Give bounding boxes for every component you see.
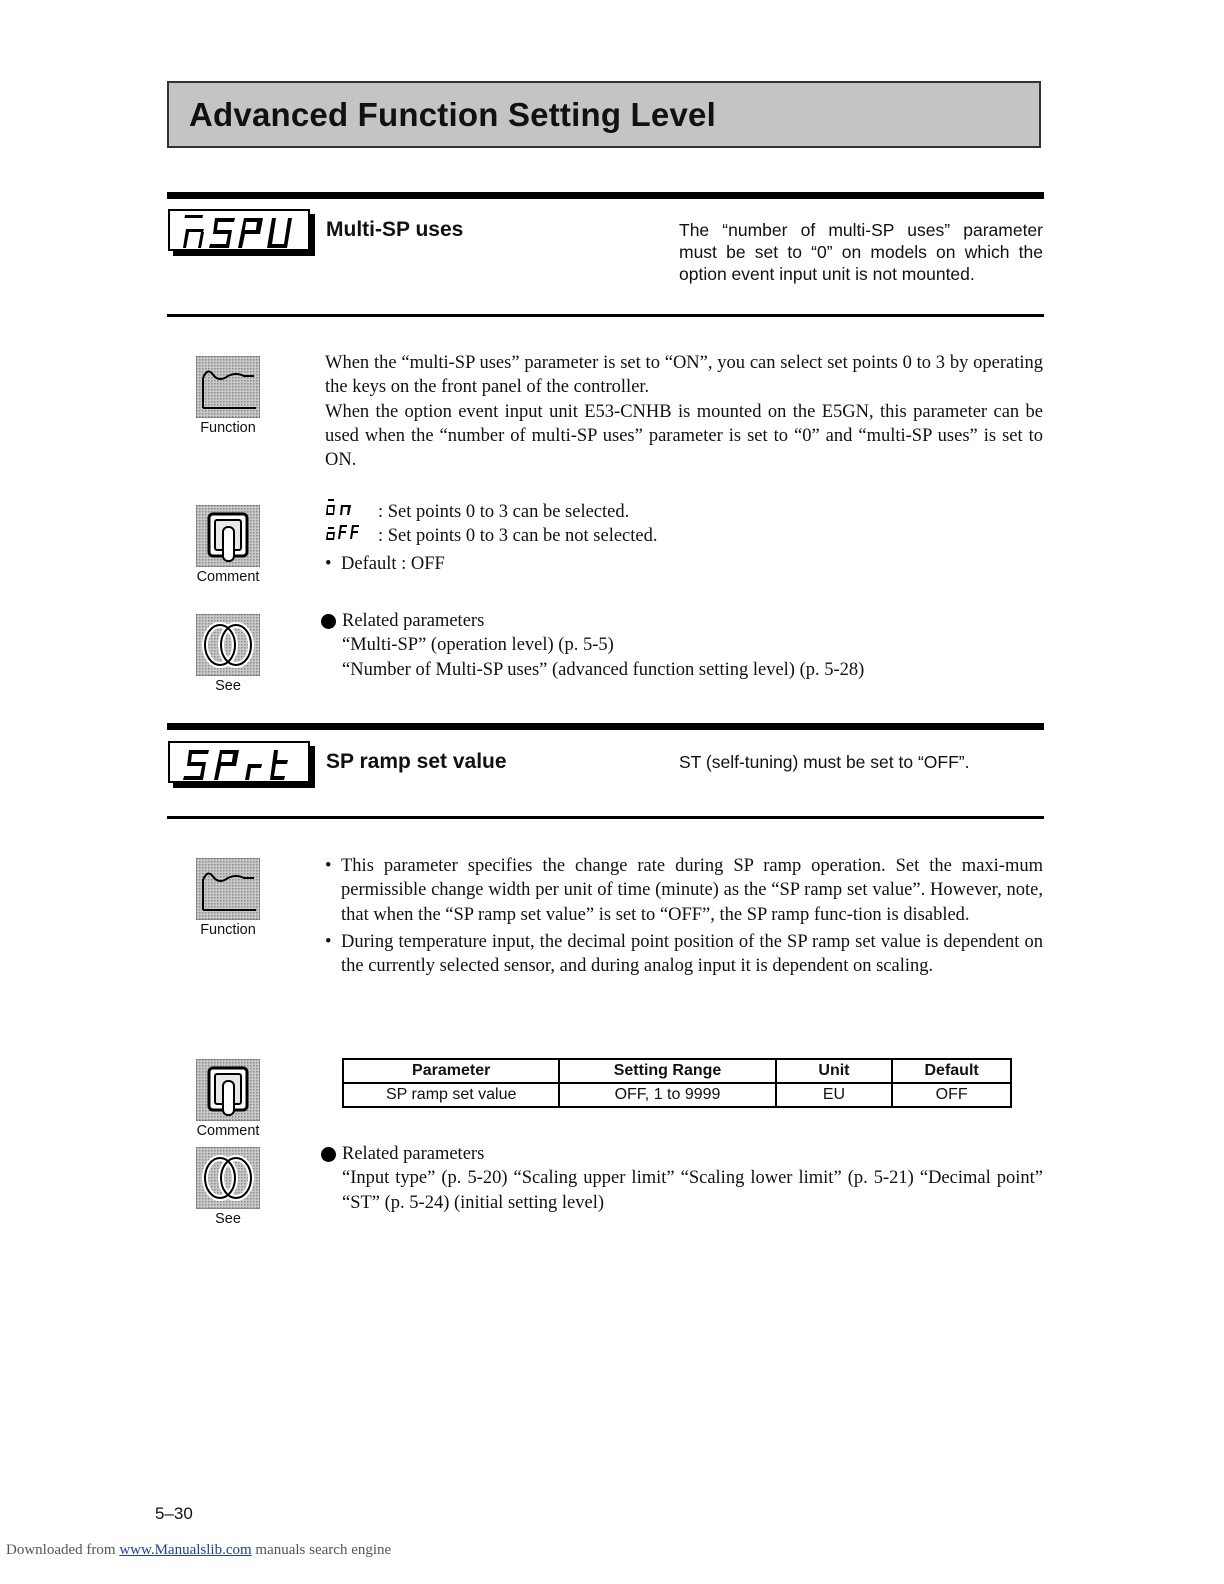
table-cell: OFF, 1 to 9999 xyxy=(559,1083,775,1107)
table-header-cell: Setting Range xyxy=(559,1059,775,1083)
display-code-box xyxy=(168,741,310,783)
related-heading: Related parameters xyxy=(321,609,1043,633)
related-params-multi-sp xyxy=(321,609,1043,682)
related-line: “Number of Multi-SP uses” (advanced function setting level) (p. 5-28) xyxy=(342,659,865,680)
section-title-multi-sp: Multi-SP uses xyxy=(326,218,464,241)
section-note-multi-sp: The “number of multi-SP uses” parameter must be set to “0” on models on which the option event input unit is not mounted. xyxy=(679,220,1043,284)
function-bullet: • During temperature input, the decimal point position of the SP ramp set value is dependent on the currently selected sensor, and during analog input it is dependent on scaling. xyxy=(325,930,1043,979)
setting-range-table xyxy=(342,1058,1012,1108)
function-bullets xyxy=(325,854,1043,978)
section-top-rule xyxy=(167,192,1044,199)
seven-segment-off-code xyxy=(325,523,365,541)
table-row xyxy=(343,1083,1011,1107)
section-bottom-rule xyxy=(167,816,1044,819)
function-label: Function xyxy=(200,922,256,938)
table-cell: SP ramp set value xyxy=(343,1083,559,1107)
level-header xyxy=(167,81,1041,148)
function-text-sp-ramp xyxy=(325,854,1043,978)
see-rings-icon xyxy=(196,1147,260,1209)
function-bullet: • This parameter specifies the change rate during SP ramp operation. Set the maxi-mum permissible change width per unit of time (minute) as the “SP ramp set value”. However, note, that when the “SP ramp set value” is set to “OFF”, the SP ramp func-tion is disabled. xyxy=(325,854,1043,927)
bullet-dot-icon xyxy=(321,1147,336,1162)
setting-on-text: : Set points 0 to 3 can be selected. xyxy=(378,501,630,522)
see-label: See xyxy=(215,1211,241,1227)
table-cell: EU xyxy=(776,1083,893,1107)
function-icon-block xyxy=(173,858,283,938)
display-code-box xyxy=(168,209,310,251)
function-paragraph: When the option event input unit E53-CNHB is mounted on the E5GN, this parameter can be used when the “number of multi-SP uses” parameter is set to “0” and “multi-SP uses” is set to ON. xyxy=(325,401,1043,471)
table-header-cell: Parameter xyxy=(343,1059,559,1083)
function-graph-icon xyxy=(196,356,260,418)
function-paragraph: When the “multi-SP uses” parameter is set to “ON”, you can select set points 0 to 3 by operating the keys on the front panel of the controller. xyxy=(325,353,1043,398)
see-rings-icon xyxy=(196,614,260,676)
comment-icon-block xyxy=(173,1059,283,1139)
section-note-sp-ramp: ST (self-tuning) must be set to “OFF”. xyxy=(679,752,970,772)
default-list xyxy=(325,552,925,576)
download-footer: Downloaded from www.Manualslib.com manuals search engine xyxy=(6,1542,392,1558)
comment-label: Comment xyxy=(196,569,260,585)
function-text-multi-sp xyxy=(325,351,1043,472)
function-icon-block xyxy=(173,356,283,436)
see-icon-block xyxy=(173,614,283,694)
section-bottom-rule xyxy=(167,314,1044,317)
table-cell: OFF xyxy=(892,1083,1011,1107)
comment-text-multi-sp xyxy=(325,500,925,576)
comment-icon-block xyxy=(173,505,283,585)
see-icon-block xyxy=(173,1147,283,1227)
default-value: • Default : OFF xyxy=(325,552,925,576)
see-label: See xyxy=(215,678,241,694)
setting-off-text: : Set points 0 to 3 can be not selected. xyxy=(378,525,658,546)
comment-hand-icon xyxy=(196,505,260,567)
setting-row-off xyxy=(325,524,925,548)
section-top-rule xyxy=(167,723,1044,730)
page-number: 5–30 xyxy=(155,1504,193,1523)
related-params-sp-ramp xyxy=(321,1142,1043,1215)
seven-segment-nspu-display xyxy=(182,215,300,249)
setting-row-on xyxy=(325,500,925,524)
seven-segment-on-code xyxy=(325,499,355,517)
table-header-row xyxy=(343,1059,1011,1083)
related-text: “Input type” (p. 5-20) “Scaling upper limit” “Scaling lower limit” (p. 5-21) “Decimal point” “ST” (p. 5-24) (initial setting level) xyxy=(342,1168,1043,1213)
level-title: Advanced Function Setting Level xyxy=(189,96,716,133)
related-line: “Multi-SP” (operation level) (p. 5-5) xyxy=(342,635,614,656)
function-label: Function xyxy=(200,420,256,436)
manualslib-link[interactable]: www.Manualslib.com xyxy=(119,1542,252,1558)
table-header-cell: Unit xyxy=(776,1059,893,1083)
comment-label: Comment xyxy=(196,1123,260,1139)
seven-segment-sprt-display xyxy=(182,747,300,781)
related-heading: Related parameters xyxy=(321,1142,1043,1166)
bullet-dot-icon xyxy=(321,614,336,629)
section-title-sp-ramp: SP ramp set value xyxy=(326,750,507,773)
function-graph-icon xyxy=(196,858,260,920)
table-header-cell: Default xyxy=(892,1059,1011,1083)
comment-hand-icon xyxy=(196,1059,260,1121)
